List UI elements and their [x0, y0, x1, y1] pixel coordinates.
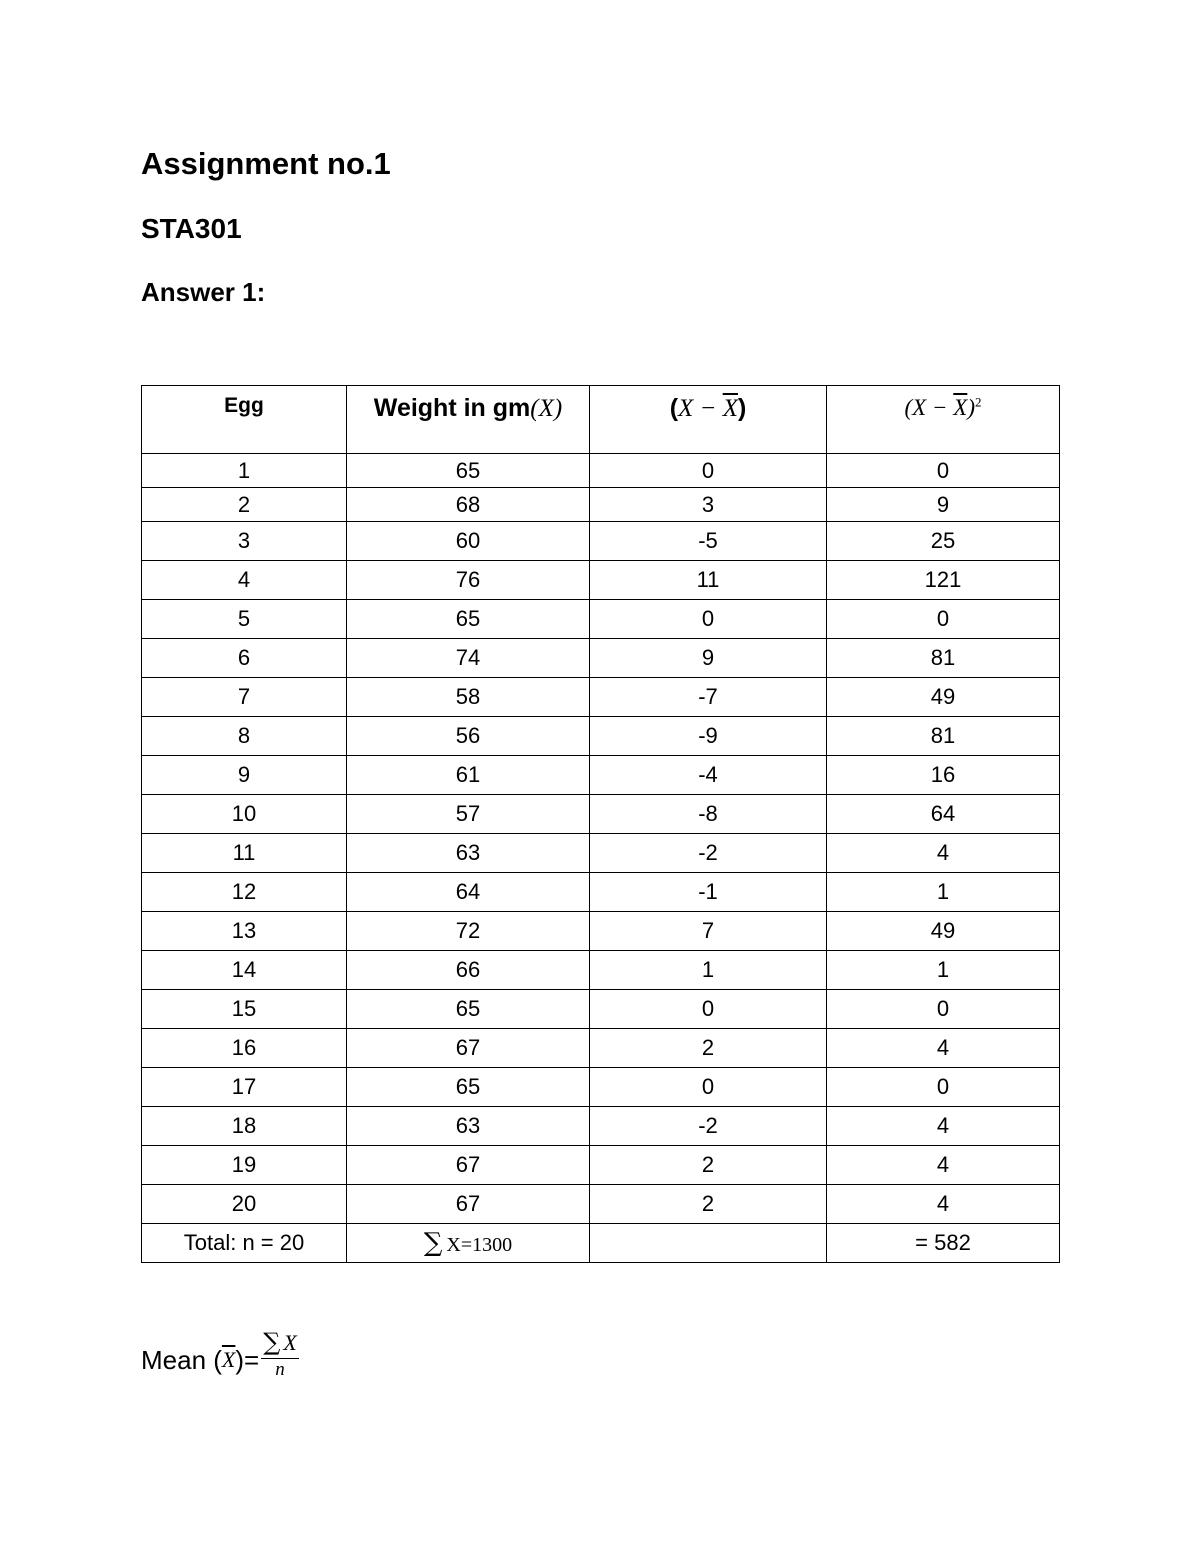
table-row — [142, 600, 1060, 639]
mean-formula — [141, 1325, 299, 1395]
cell-weight: 63 — [347, 834, 590, 873]
cell-squared-deviation: 4 — [827, 1185, 1060, 1224]
cell-squared-deviation: 4 — [827, 1146, 1060, 1185]
header-deviation — [590, 386, 827, 454]
header-deviation-minus: − — [693, 395, 723, 422]
cell-egg: 11 — [142, 834, 347, 873]
total-deviation — [590, 1224, 827, 1263]
table-row — [142, 1107, 1060, 1146]
cell-egg: 18 — [142, 1107, 347, 1146]
table-row — [142, 488, 1060, 522]
table-total-row — [142, 1224, 1060, 1263]
cell-squared-deviation: 4 — [827, 834, 1060, 873]
cell-squared-deviation: 4 — [827, 1029, 1060, 1068]
cell-egg: 10 — [142, 795, 347, 834]
cell-egg: 3 — [142, 522, 347, 561]
cell-egg: 7 — [142, 678, 347, 717]
total-label: Total: n = 20 — [142, 1224, 347, 1263]
cell-squared-deviation: 4 — [827, 1107, 1060, 1146]
mean-fraction — [261, 1328, 299, 1381]
cell-weight: 58 — [347, 678, 590, 717]
cell-deviation: 2 — [590, 1029, 827, 1068]
table-row — [142, 522, 1060, 561]
table-row — [142, 834, 1060, 873]
cell-squared-deviation: 1 — [827, 951, 1060, 990]
mean-sigma: ∑ — [263, 1327, 281, 1356]
cell-egg: 13 — [142, 912, 347, 951]
mean-numerator-var: X — [283, 1329, 297, 1355]
cell-egg: 16 — [142, 1029, 347, 1068]
sum-expression: X=1300 — [446, 1234, 513, 1256]
cell-weight: 66 — [347, 951, 590, 990]
cell-weight: 56 — [347, 717, 590, 756]
mean-label-close: )= — [235, 1344, 260, 1375]
total-squared-deviation: = 582 — [827, 1224, 1060, 1263]
cell-squared-deviation: 64 — [827, 795, 1060, 834]
cell-squared-deviation: 25 — [827, 522, 1060, 561]
cell-deviation: 9 — [590, 639, 827, 678]
cell-egg: 15 — [142, 990, 347, 1029]
mean-label-open: Mean ( — [141, 1344, 222, 1375]
egg-weight-table — [141, 385, 1060, 1263]
cell-weight: 61 — [347, 756, 590, 795]
header-squared-minus: − — [926, 395, 954, 420]
cell-squared-deviation: 121 — [827, 561, 1060, 600]
table-row — [142, 990, 1060, 1029]
cell-weight: 63 — [347, 1107, 590, 1146]
header-deviation-close: ) — [737, 394, 747, 422]
cell-deviation: -2 — [590, 1107, 827, 1146]
cell-weight: 60 — [347, 522, 590, 561]
table-row — [142, 454, 1060, 488]
header-squared-exponent: 2 — [975, 394, 982, 410]
cell-weight: 57 — [347, 795, 590, 834]
cell-deviation: 0 — [590, 454, 827, 488]
cell-squared-deviation: 0 — [827, 990, 1060, 1029]
cell-squared-deviation: 81 — [827, 717, 1060, 756]
sum-symbol: ∑ — [423, 1228, 443, 1258]
cell-egg: 20 — [142, 1185, 347, 1224]
cell-egg: 17 — [142, 1068, 347, 1107]
cell-deviation: 2 — [590, 1185, 827, 1224]
cell-deviation: 7 — [590, 912, 827, 951]
cell-weight: 67 — [347, 1185, 590, 1224]
header-deviation-xbar: $\overline{X}$ — [722, 395, 738, 422]
cell-egg: 14 — [142, 951, 347, 990]
cell-deviation: 1 — [590, 951, 827, 990]
table-row — [142, 678, 1060, 717]
cell-deviation: -4 — [590, 756, 827, 795]
cell-egg: 9 — [142, 756, 347, 795]
cell-deviation: -9 — [590, 717, 827, 756]
cell-egg: 2 — [142, 488, 347, 522]
table-row — [142, 873, 1060, 912]
cell-weight: 65 — [347, 1068, 590, 1107]
cell-egg: 1 — [142, 454, 347, 488]
cell-egg: 19 — [142, 1146, 347, 1185]
header-deviation-open: ( — [669, 394, 679, 422]
cell-egg: 4 — [142, 561, 347, 600]
cell-squared-deviation: 1 — [827, 873, 1060, 912]
table-row — [142, 1029, 1060, 1068]
cell-deviation: 3 — [590, 488, 827, 522]
header-squared-x: X — [912, 395, 927, 420]
cell-egg: 12 — [142, 873, 347, 912]
cell-weight: 74 — [347, 639, 590, 678]
cell-deviation: 11 — [590, 561, 827, 600]
cell-egg: 5 — [142, 600, 347, 639]
table-row — [142, 639, 1060, 678]
header-deviation-x: X — [678, 395, 694, 422]
cell-deviation: -2 — [590, 834, 827, 873]
mean-denominator: n — [275, 1358, 285, 1380]
cell-weight: 72 — [347, 912, 590, 951]
cell-weight: 65 — [347, 600, 590, 639]
course-code: STA301 — [141, 213, 242, 244]
mean-numerator — [261, 1328, 299, 1359]
total-sum-weight — [347, 1224, 590, 1263]
table-row — [142, 1185, 1060, 1224]
cell-weight: 65 — [347, 990, 590, 1029]
cell-weight: 64 — [347, 873, 590, 912]
table-row — [142, 1068, 1060, 1107]
document-title: Assignment no.1 — [141, 146, 391, 181]
table-body — [142, 454, 1060, 1224]
cell-deviation: -7 — [590, 678, 827, 717]
cell-squared-deviation: 0 — [827, 1068, 1060, 1107]
header-weight — [347, 386, 590, 454]
table-row — [142, 756, 1060, 795]
table-row — [142, 1146, 1060, 1185]
cell-deviation: -1 — [590, 873, 827, 912]
table-header-row — [142, 386, 1060, 454]
table-row — [142, 717, 1060, 756]
cell-deviation: 0 — [590, 1068, 827, 1107]
table-row — [142, 951, 1060, 990]
header-squared-deviation: $(X - \overline{X})^2$ — [827, 386, 1060, 454]
cell-squared-deviation: 9 — [827, 488, 1060, 522]
table-row — [142, 912, 1060, 951]
cell-squared-deviation: 49 — [827, 912, 1060, 951]
table-row — [142, 561, 1060, 600]
header-squared-xbar: $\overline{X}$ — [953, 395, 968, 420]
cell-egg: 8 — [142, 717, 347, 756]
cell-squared-deviation: 49 — [827, 678, 1060, 717]
cell-weight: 76 — [347, 561, 590, 600]
cell-deviation: 0 — [590, 600, 827, 639]
header-egg: Egg — [142, 386, 347, 454]
cell-weight: 68 — [347, 488, 590, 522]
cell-weight: 67 — [347, 1146, 590, 1185]
table-row — [142, 795, 1060, 834]
cell-deviation: -5 — [590, 522, 827, 561]
mean-xbar: $\overline{X}$ — [221, 1347, 236, 1372]
cell-deviation: -8 — [590, 795, 827, 834]
answer-label: Answer 1: — [141, 277, 266, 307]
cell-squared-deviation: 0 — [827, 454, 1060, 488]
cell-squared-deviation: 16 — [827, 756, 1060, 795]
cell-egg: 6 — [142, 639, 347, 678]
header-weight-var: (X) — [530, 395, 563, 422]
cell-squared-deviation: 0 — [827, 600, 1060, 639]
cell-squared-deviation: 81 — [827, 639, 1060, 678]
cell-deviation: 0 — [590, 990, 827, 1029]
cell-weight: 65 — [347, 454, 590, 488]
header-weight-text: Weight in gm — [373, 394, 531, 422]
cell-deviation: 2 — [590, 1146, 827, 1185]
cell-weight: 67 — [347, 1029, 590, 1068]
